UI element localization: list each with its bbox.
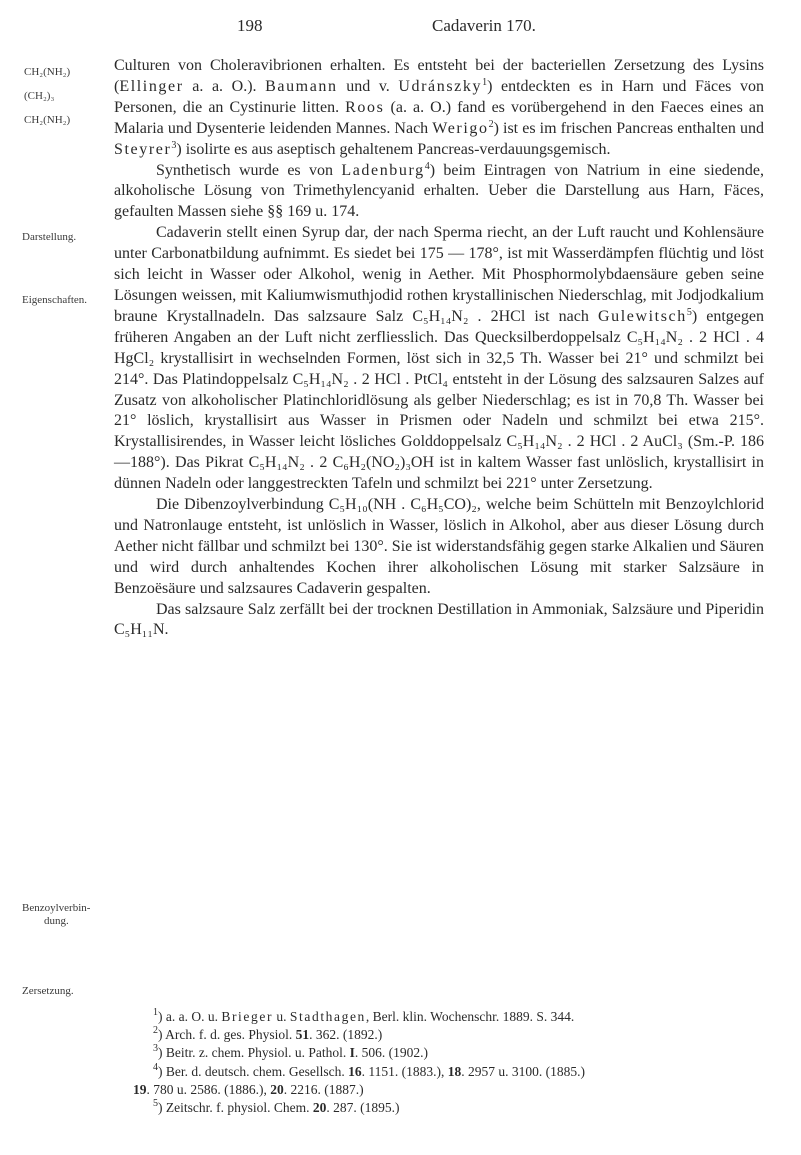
author-name: Roos	[345, 98, 385, 116]
footnote-5: $^5$) Zeitschr. f. physiol. Chem. 20. 287. (1895.)	[153, 1098, 400, 1116]
page-number: 198	[237, 16, 263, 35]
margin-note-benzoylverbindung	[22, 902, 90, 928]
footnote-2: $^2$) Arch. f. d. ges. Physiol. 51. 362. (1892.)	[153, 1025, 383, 1043]
margin-structural-formula	[24, 60, 70, 132]
running-title: Cadaverin 170.	[432, 16, 536, 35]
footnote-3: $^3$) Beitr. z. chem. Physiol. u. Pathol. I. 506. (1902.)	[153, 1043, 429, 1061]
author-name: Werigo	[432, 119, 489, 137]
main-text	[114, 56, 764, 641]
paragraph-benzoylverbindung: Die Dibenzoylverbindung C₅H₁₀(NH . C₆H₅CO)₂, welche beim Schütteln mit Benzoylchlorid und Natronlauge entsteht, ist unlöslich in Wasser, löslich in Alkohol, aber aus dieser Lösung durch Aether nicht fällbar und schmilzt bei 130°. Sie ist widerstandsfähig gegen starke Alkalien und Säuren und wird durch anhaltendes Kochen ihrer alkoholischen Lösung mit starker Salzsäure in Benzoësäure und salzsaures Cadaverin gespalten.	[114, 496, 764, 597]
author-name: Baumann	[265, 77, 338, 95]
footnotes	[133, 1007, 763, 1117]
footnote-4: $^4$) Ber. d. deutsch. chem. Gesellsch. 16. 1151. (1883.), 18. 2957 u. 3100. (1885.)	[153, 1061, 585, 1079]
margin-note-eigenschaften: Eigenschaften.	[22, 294, 88, 306]
author-name: Udránszky	[398, 77, 483, 95]
chemical-formula: C₅H₁₄N₂ . 2 HCl . 4 HgCl₂	[114, 328, 765, 367]
author-name: Steyrer	[114, 140, 172, 158]
chemical-formula: C₅H₁₀(NH . C₆H₅CO)₂	[328, 496, 477, 514]
author-name: Ladenburg	[341, 161, 425, 179]
author-name: Gulewitsch	[597, 307, 687, 325]
margin-note-darstellung: Darstellung.	[22, 231, 77, 243]
chemical-formula: C₅H₁₄N₂ . 2 HCl . 2 AuCl₃	[506, 433, 683, 451]
formula-line: (CH₂)₃	[24, 90, 55, 102]
page-header	[0, 14, 801, 42]
paragraph-darstellung: Synthetisch wurde es von Ladenburg$^4$) beim Eintragen von Natrium in eine siedende, alkoholische Lösung von Trimethylencyanid erhalten. Ueber die Darstellung aus Harn, Fäces, gefaulten Massen siehe §§ 169 u. 174.	[114, 160, 765, 221]
formula-line: CH₂(NH₂)	[24, 66, 71, 78]
margin-note-line: dung.	[44, 915, 69, 927]
author-name: Ellinger	[119, 77, 184, 95]
chemical-formula: C₅H₁₄N₂ . 2 HCl . PtCl₄	[292, 370, 448, 388]
paragraph-zersetzung: Das salzsaure Salz zerfällt bei der trocknen Destillation in Ammoniak, Salzsäure und Piperidin C₅H₁₁N.	[114, 600, 764, 639]
footnote-ref: 2	[488, 118, 494, 130]
paragraph-origin: Culturen von Choleravibrionen erhalten. Es entsteht bei der bacteriellen Zersetzung des Lysins (Ellinger a. a. O.). Baumann und v. Udránszky$^1$) entdeckten es in Harn und Fäces von Personen, die an Cystinurie litten. Roos (a. a. O.) fand es vorübergehend in den Faeces eines an Malaria und Dysenterie leidenden Mannes. Nach Werigo$^2$) ist es im frischen Pancreas enthalten und Steyrer$^3$) isolirte es aus aseptisch gehaltenem Pancreas-verdauungsgemisch.	[114, 57, 764, 158]
chemical-formula: C₅H₁₁N	[114, 621, 165, 639]
paragraph-eigenschaften: Cadaverin stellt einen Syrup dar, der nach Sperma riecht, an der Luft raucht und Kohlensäure unter Carbonatbildung aufnimmt. Es siedet bei 175 — 178°, ist mit Wasserdämpfen flüchtig und löst sich leicht in Wasser oder Alkohol, wenig in Aether. Mit Phosphormolybdaensäure geben seine Lösungen weissen, mit Kaliumwismuthjodid rothen krystallinischen Niederschlag, mit Jodjodkalium braune Krystallnadeln. Das salzsaure Salz C₅H₁₄N₂ . 2HCl ist nach Gulewitsch$^5$) entgegen früheren Angaben an der Luft nicht zerfliesslich. Das Quecksilberdoppelsalz C₅H₁₄N₂ . 2 HCl . 4 HgCl₂ krystallisirt in wechselnden Formen, löst sich in 32,5 Th. Wasser bei 21° und schmilzt bei 214°. Das Platindoppelsalz C₅H₁₄N₂ . 2 HCl . PtCl₄ entsteht in der Lösung des salzsauren Salzes auf Zusatz von alkoholischer Platinchloridlösung als gelber Niederschlag; es ist in 70,8 Th. Wasser bei 21° löslich, krystallisirt aus Wasser in Prismen oder Nadeln und schmilzt bei etwa 215°. Krystallisirendes, in Wasser leicht lösliches Golddoppelsalz C₅H₁₄N₂ . 2 HCl . 2 AuCl₃ (Sm.-P. 186—188°). Das Pikrat C₅H₁₄N₂ . 2 C₆H₂(NO₂)₃OH ist in kaltem Wasser fast unlöslich, krystallisirt in dünnen Nadeln oder langgestreckten Tafeln und schmilzt bei 221° unter Zersetzung.	[114, 224, 765, 493]
chemical-formula: C₅H₁₄N₂ . 2HCl	[412, 307, 526, 325]
footnote-ref: 5	[686, 306, 692, 318]
margin-note-line: Benzoylverbin-	[22, 902, 91, 914]
footnote-1: $^1$) a. a. O. u. Brieger u. Stadthagen, Berl. klin. Wochenschr. 1889. S. 344.	[153, 1007, 575, 1024]
footnote-ref: 1	[482, 76, 488, 88]
chemical-formula: C₅H₁₄N₂ . 2 C₆H₂(NO₂)₃OH	[248, 454, 435, 472]
footnote-ref: 3	[171, 139, 177, 151]
footnote-ref: 4	[424, 160, 430, 172]
footnote-4-continued: 19. 780 u. 2586. (1886.), 20. 2216. (1887.)	[133, 1081, 364, 1097]
formula-line: CH₂(NH₂)	[24, 114, 71, 126]
margin-note-zersetzung: Zersetzung.	[22, 985, 74, 997]
